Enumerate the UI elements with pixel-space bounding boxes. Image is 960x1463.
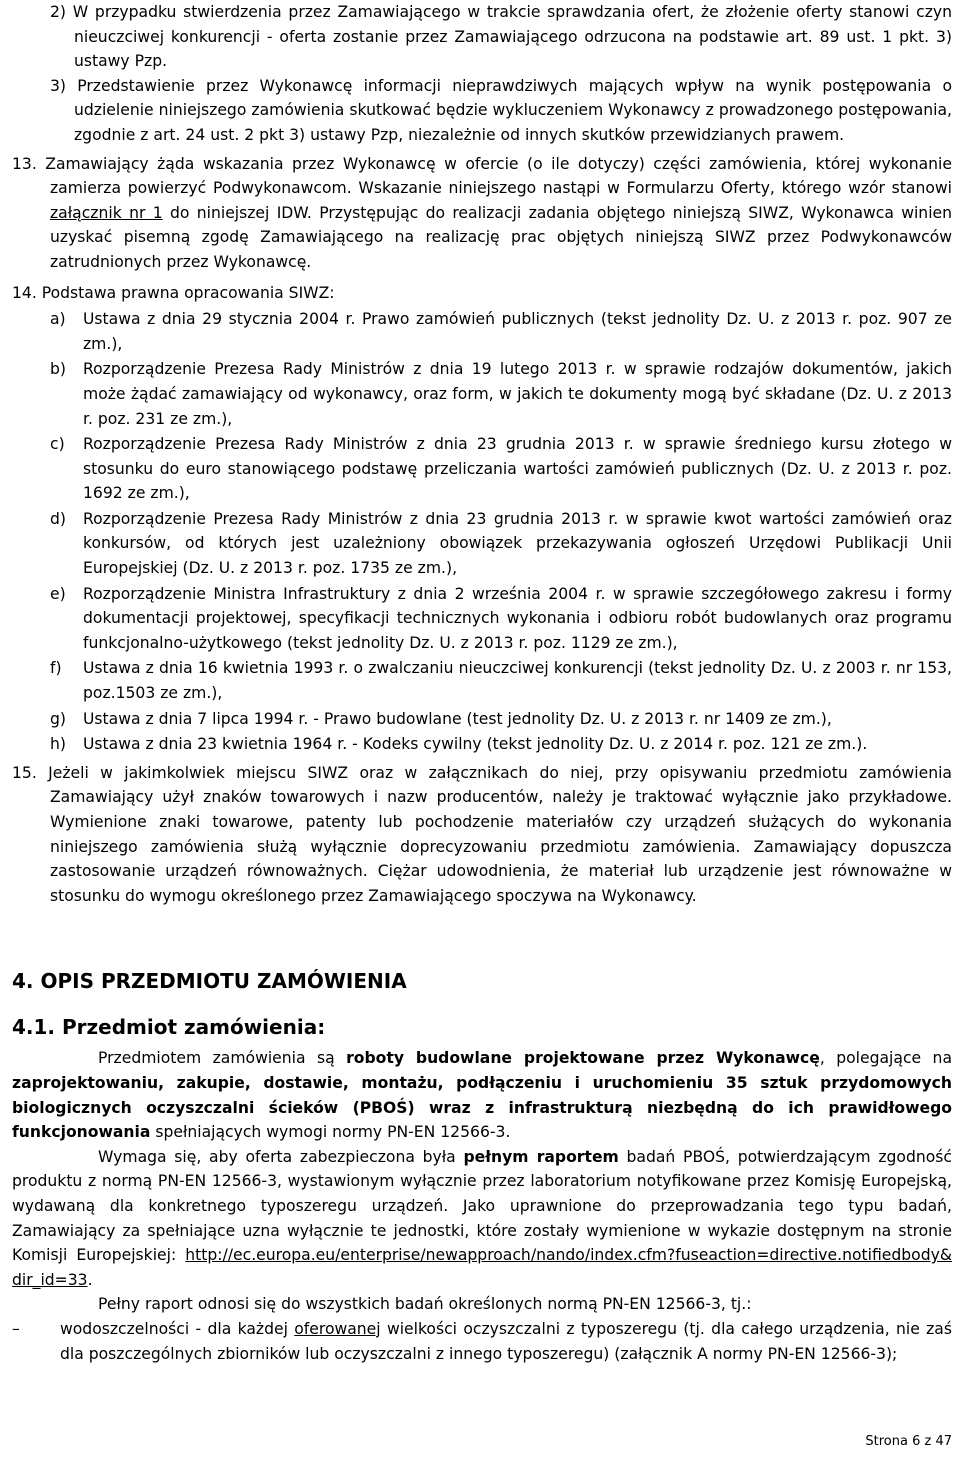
document-page	[12, 0, 952, 1366]
paragraph-14: 14. Podstawa prawna opracowania SIWZ:	[12, 283, 335, 302]
page-number: Strona 6 z 47	[865, 1434, 952, 1449]
watertightness-item: – wodoszczelności - dla każdej oferowanej wielkości oczyszczalni z typoszeregu (tj. dla całego urządzenia, nie zaś dla poszczególnych zbiorników lub oczyszczalni z innego typoszeregu) (załącznik A normy PN-EN 12566-3);	[12, 1319, 952, 1363]
list-item: c) Rozporządzenie Prezesa Rady Ministrów z dnia 23 grudnia 2013 r. w sprawie średniego kursu złotego w stosunku do euro stanowiącego podstawę przeliczania wartości zamówień publicznych (Dz. U. z 2013 r. poz. 1692 ze zm.),	[50, 435, 952, 503]
paragraph-13: 13. Zamawiający żąda wskazania przez Wykonawcę w ofercie (o ile dotyczy) części zamówienia, której wykonanie zamierza powierzyć Podwykonawcom. Wskazanie niniejszego nastąpi w Formularzu Oferty, którego wzór stanowi załącznik nr 1 do niniejszej IDW. Przystępując do realizacji zadania objętego niniejszą SIWZ, Wykonawca winien uzyskać pisemną zgodę Zamawiającego na realizację prac objętych niniejszą SIWZ przez Podwykonawców zatrudnionych przez Wykonawcę.	[12, 154, 953, 271]
nando-link[interactable]: http://ec.europa.eu/enterprise/newapproach/nando/index.cfm?fuseaction=directive.notifiedbody&dir_id=33	[12, 1246, 952, 1289]
full-report-paragraph: Pełny raport odnosi się do wszystkich badań określonych normą PN-EN 12566-3, tj.:	[98, 1295, 752, 1314]
paragraph-3: 3) Przedstawienie przez Wykonawcę informacji nieprawdziwych mających wpływ na wynik postępowania o udzielenie niniejszego zamówienia skutkować będzie wykluczeniem Wykonawcy z prowadzonego postępowania, zgodnie z art. 24 ust. 2 pkt 3) ustawy Pzp, niezależnie od innych skutków przewidzianych prawem.	[50, 76, 952, 144]
list-item: b) Rozporządzenie Prezesa Rady Ministrów z dnia 19 lutego 2013 r. w sprawie rodzajów dokumentów, jakich może żądać zamawiający od wykonawcy, oraz form, w jakich te dokumenty mogą być składane (Dz. U. z 2013 r. poz. 231 ze zm.),	[50, 360, 952, 428]
paragraph-2: 2) W przypadku stwierdzenia przez Zamawiającego w trakcie sprawdzania ofert, że złożenie oferty stanowi czyn nieuczciwej konkurencji - oferta zostanie przez Zamawiającego odrzucona na podstawie art. 89 ust. 1 pkt. 3) ustawy Pzp.	[50, 3, 952, 71]
list-item: a) Ustawa z dnia 29 stycznia 2004 r. Prawo zamówień publicznych (tekst jednolity Dz. U. z 2013 r. poz. 907 ze zm.),	[50, 310, 952, 353]
subject-paragraph: Przedmiotem zamówienia są roboty budowlane projektowane przez Wykonawcę, polegające na zaprojektowaniu, zakupie, dostawie, montażu, podłączeniu i uruchomieniu 35 sztuk przydomowych biologicznych oczyszczalni ścieków (PBOŚ) wraz z infrastrukturą niezbędną do ich prawidłowego funkcjonowania spełniających wymogi normy PN-EN 12566-3.	[12, 1049, 952, 1142]
list-item: h) Ustawa z dnia 23 kwietnia 1964 r. - Kodeks cywilny (tekst jednolity Dz. U. z 2014 r. poz. 121 ze zm.).	[50, 735, 868, 754]
paragraph-15: 15. Jeżeli w jakimkolwiek miejscu SIWZ oraz w załącznikach do niej, przy opisywaniu przedmiotu zamówienia Zamawiający użył znaków towarowych i nazw producentów, należy je traktować wyłącznie jako przykładowe. Wymienione znaki towarowe, patenty lub pochodzenie materiałów czy urządzeń służących do wykonania niniejszego zamówienia służą wyłącznie doprecyzowaniu przedmiotu zamówienia. Zamawiający dopuszcza zastosowanie urządzeń równoważnych. Ciężar udowodnienia, że materiał lub urządzenie jest równoważne w stosunku do wymogu określonego przez Zamawiającego spoczywa na Wykonawcy.	[12, 763, 952, 905]
legal-basis-list	[12, 307, 952, 757]
list-item: g) Ustawa z dnia 7 lipca 1994 r. - Prawo budowlane (test jednolity Dz. U. z 2013 r. nr 1409 ze zm.),	[50, 709, 832, 728]
list-item: e) Rozporządzenie Ministra Infrastruktury z dnia 2 września 2004 r. w sprawie szczegółowego zakresu i formy dokumentacji projektowej, specyfikacji technicznych wykonania i odbioru robót budowlanych oraz programu funkcjonalno-użytkowego (tekst jednolity Dz. U. z 2013 r. poz. 1129 ze zm.),	[50, 584, 952, 652]
list-item: f) Ustawa z dnia 16 kwietnia 1993 r. o zwalczaniu nieuczciwej konkurencji (tekst jednolity Dz. U. z 2003 r. nr 153, poz.1503 ze zm.),	[50, 659, 952, 703]
list-item: d) Rozporządzenie Prezesa Rady Ministrów z dnia 23 grudnia 2013 r. w sprawie kwot wartości zamówień oraz konkursów, od których jest uzależniony obowiązek przekazywania ogłoszeń Urzędowi Publikacji Unii Europejskiej (Dz. U. z 2013 r. poz. 1735 ze zm.),	[50, 509, 952, 578]
attachment-link[interactable]: załącznik nr 1	[50, 203, 163, 222]
section-heading: 4. OPIS PRZEDMIOTU ZAMÓWIENIA	[12, 969, 407, 994]
subsection-heading: 4.1. Przedmiot zamówienia:	[12, 1015, 326, 1040]
report-paragraph: Wymaga się, aby oferta zabezpieczona była pełnym raportem badań PBOŚ, potwierdzającym zgodność produktu z normą PN-EN 12566-3, wystawionym wyłącznie przez laboratorium notyfikowane przez Komisję Europejską, wydawaną dla konkretnego typoszeregu urządzeń. Jako uprawnione do przeprowadzania tego typu badań, Zamawiający za spełniające uzna wyłącznie te jednostki, które zostały wymienione w wykazie dostępnym na stronie Komisji Europejskiej: http://ec.europa.eu/enterprise/newapproach/nando/index.cfm?fuseaction=directive.notifiedbody&dir_id=33.	[12, 1147, 952, 1289]
